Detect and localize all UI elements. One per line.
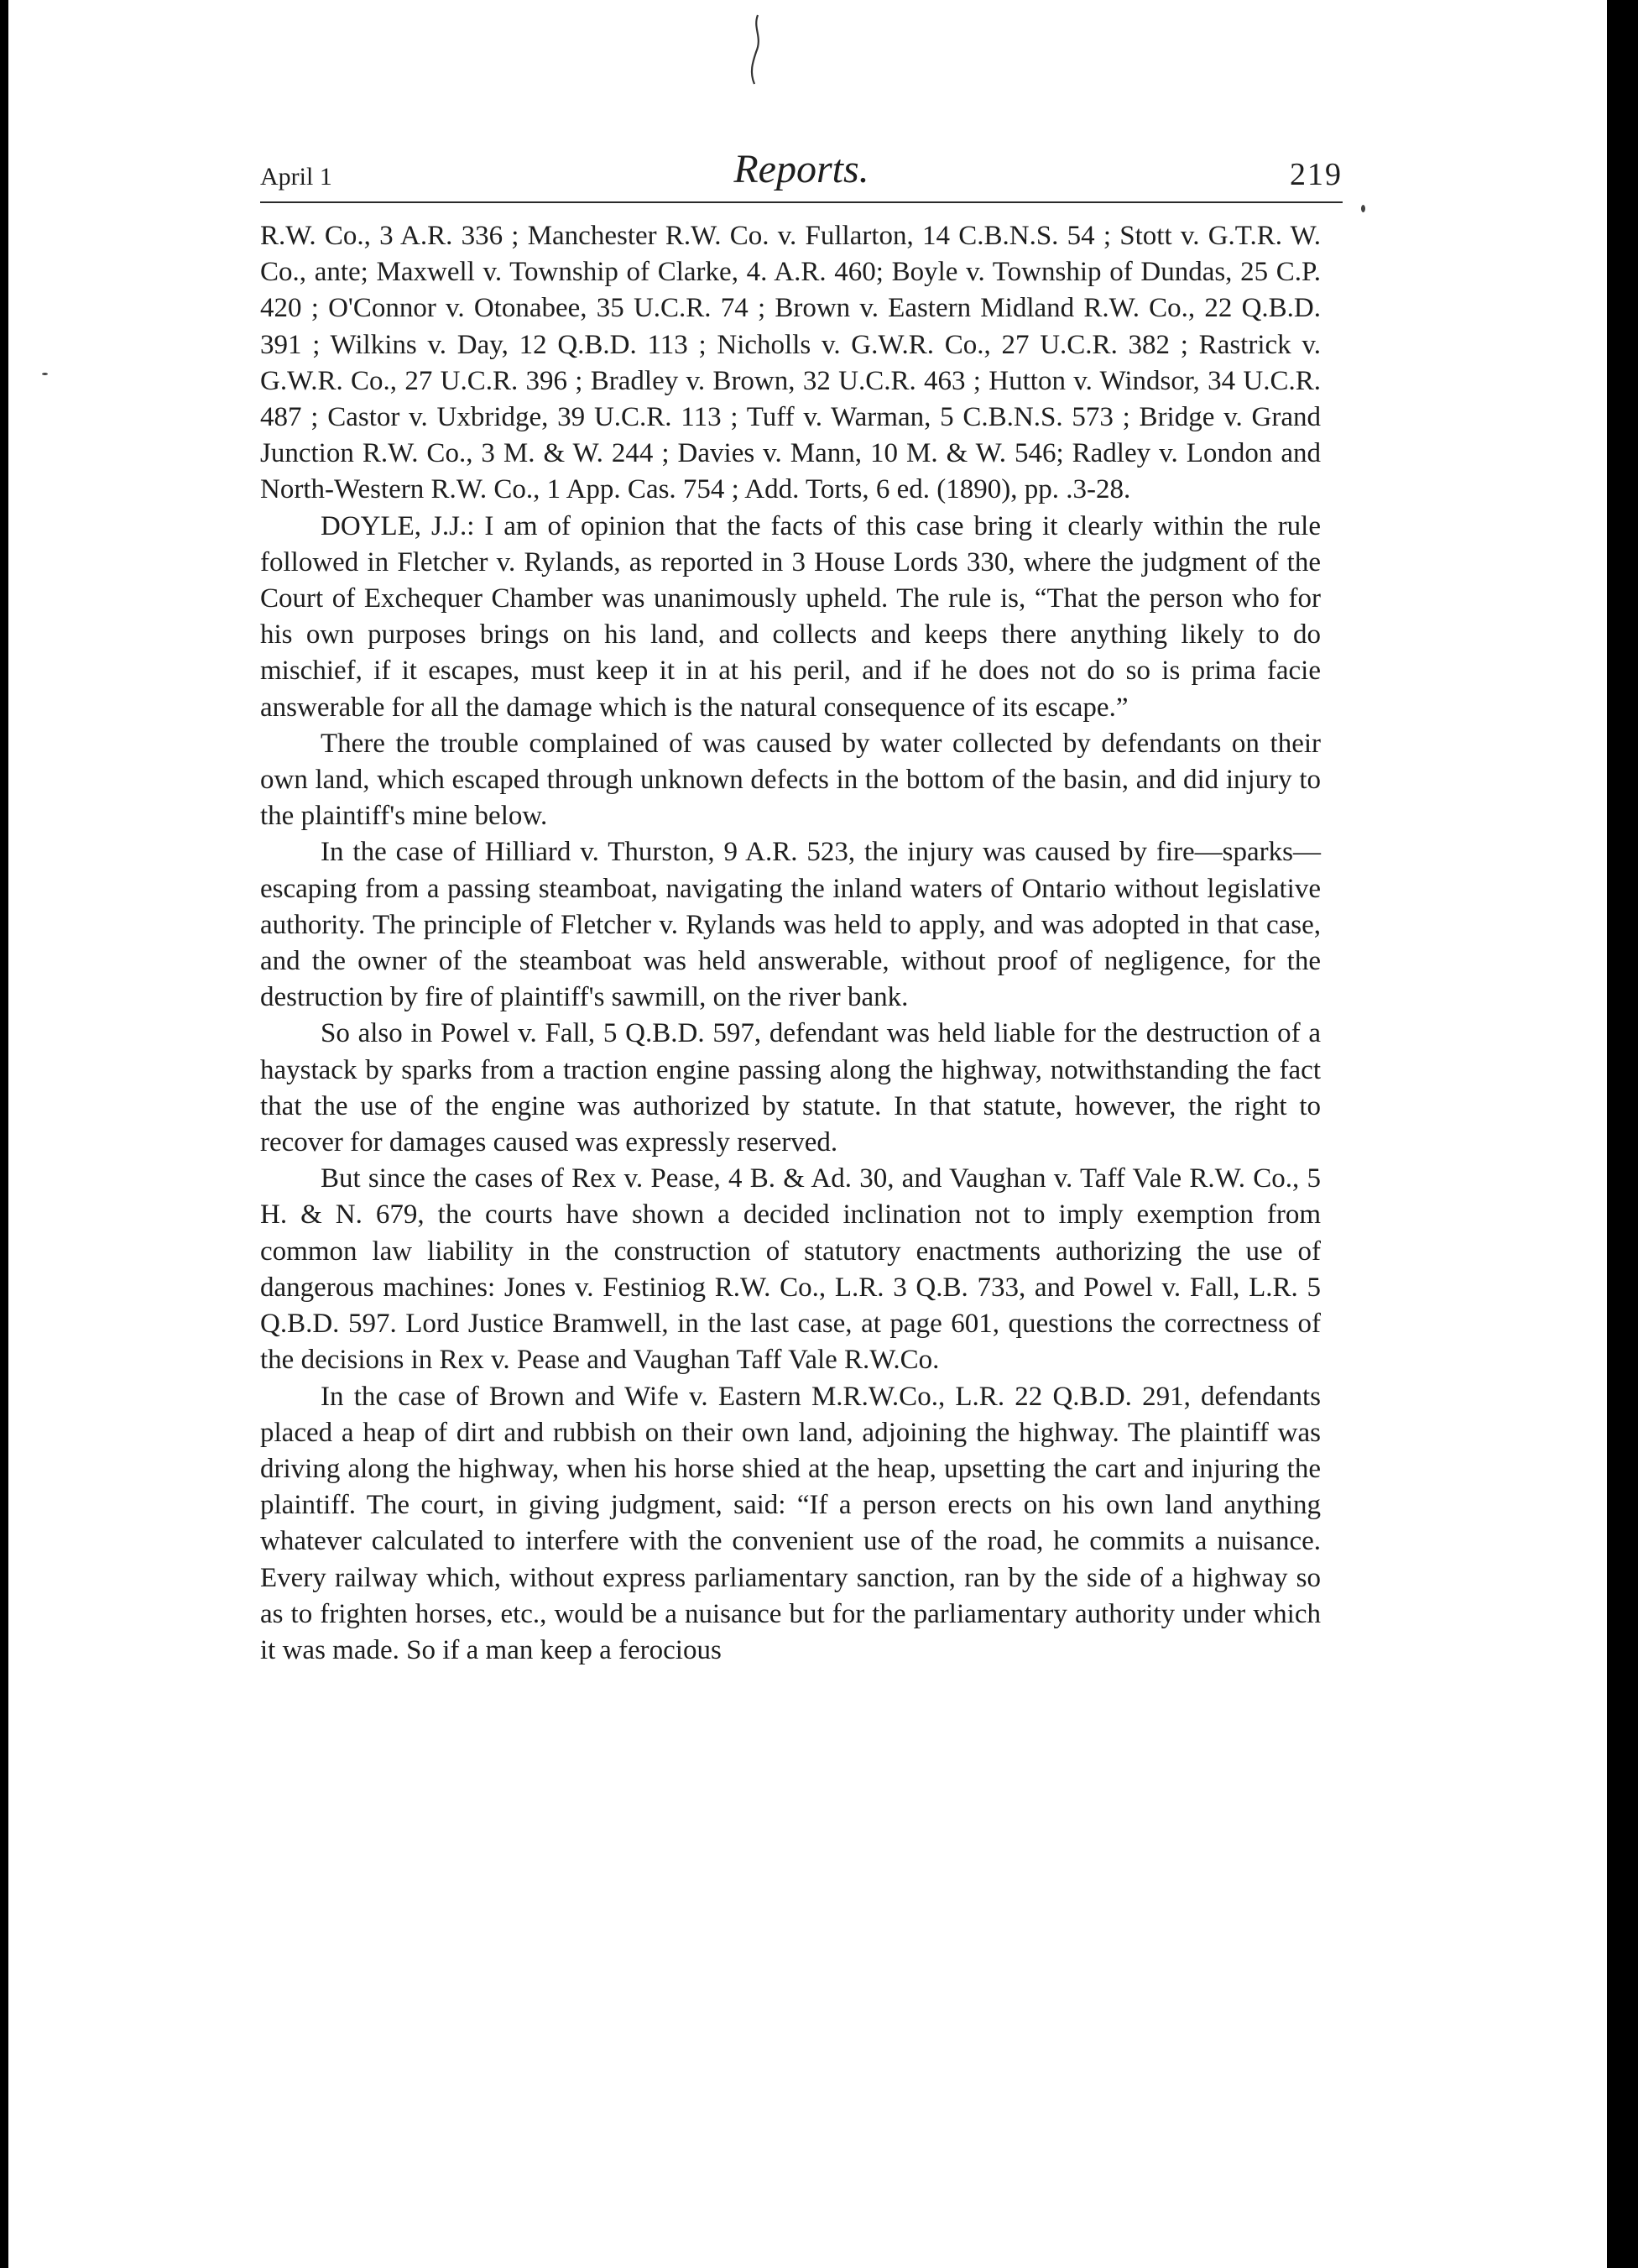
body-paragraph: So also in Powel v. Fall, 5 Q.B.D. 597, defendant was held liable for the destruction of a haystack by sparks from a traction engine passing along the highway, notwithstanding the fact that the use of the engine was authorized by statute. In that statute, however, the right to recover for damages caused was expressly reserved. bbox=[260, 1018, 1321, 1158]
body-text bbox=[260, 218, 1321, 1669]
header-title: Reports. bbox=[733, 147, 869, 191]
page-number: 219 bbox=[1290, 157, 1343, 192]
book-page bbox=[8, 0, 1607, 2268]
body-paragraph: In the case of Brown and Wife v. Eastern M.R.W.Co., L.R. 22 Q.B.D. 291, defendants placed a heap of dirt and rubbish on their own land, adjoining the highway. The plaintiff was driving along the highway, when his horse shied at the heap, upsetting the cart and injuring the plaintiff. The court, in giving judgment, said: “If a person erects on his own land anything whatever calculated to interfere with the convenient use of the road, he commits a nuisance. Every railway which, without express parliamentary sanction, ran by the side of a highway so as to frighten horses, etc., would be a nuisance but for the parliamentary authority under which it was made. So if a man keep a ferocious bbox=[260, 1381, 1321, 1665]
judgment-paragraph: DOYLE, J.J.: I am of opinion that the facts of this case bring it clearly within the rule followed in Fletcher v. Rylands, as reported in 3 House Lords 330, where the judgment of the Court of Exchequer Chamber was unanimously upheld. The rule is, “That the person who for his own purposes brings on his land, and collects and keeps there anything likely to do mischief, if it escapes, must keep it in at his peril, and if he does not do so is prima facie answerable for all the damage which is the natural consequence of its escape.” bbox=[260, 510, 1321, 723]
citation-paragraph: R.W. Co., 3 A.R. 336 ; Manchester R.W. Co. v. Fullarton, 14 C.B.N.S. 54 ; Stott v. G.T.R. W. Co., ante; Maxwell v. Township of Clarke, 4. A.R. 460; Boyle v. Township of Dundas, 25 C.P. 420 ; O'Connor v. Otonabee, 35 U.C.R. 74 ; Brown v. Eastern Midland R.W. Co., 22 Q.B.D. 391 ; Wilkins v. Day, 12 Q.B.D. 113 ; Nicholls v. G.W.R. Co., 27 U.C.R. 382 ; Rastrick v. G.W.R. Co., 27 U.C.R. 396 ; Bradley v. Brown, 32 U.C.R. 463 ; Hutton v. Windsor, 34 U.C.R. 487 ; Castor v. Uxbridge, 39 U.C.R. 113 ; Tuff v. Warman, 5 C.B.N.S. 573 ; Bridge v. Grand Junction R.W. Co., 3 M. & W. 244 ; Davies v. Mann, 10 M. & W. 546; Radley v. London and North-Western R.W. Co., 1 App. Cas. 754 ; Add. Torts, 6 ed. (1890), pp. .3-28. bbox=[260, 221, 1321, 505]
running-head bbox=[260, 143, 1343, 203]
pencil-mark-icon bbox=[734, 12, 776, 87]
margin-speck bbox=[42, 373, 48, 375]
margin-speck bbox=[1361, 205, 1365, 212]
body-paragraph: But since the cases of Rex v. Pease, 4 B. & Ad. 30, and Vaughan v. Taff Vale R.W. Co., 5 H. & N. 679, the courts have shown a decided inclination not to imply exemption from common law liability in the construction of statutory enactments authorizing the use of dangerous machines: Jones v. Festiniog R.W. Co., L.R. 3 Q.B. 733, and Powel v. Fall, L.R. 5 Q.B.D. 597. Lord Justice Bramwell, in the last case, at page 601, questions the correctness of the decisions in Rex v. Pease and Vaughan Taff Vale R.W.Co. bbox=[260, 1163, 1321, 1376]
header-date: April 1 bbox=[260, 163, 332, 191]
body-paragraph: There the trouble complained of was caused by water collected by defendants on their own land, which escaped through unknown defects in the bottom of the basin, and did injury to the plaintiff's mine below. bbox=[260, 728, 1321, 832]
body-paragraph: In the case of Hilliard v. Thurston, 9 A.R. 523, the injury was caused by fire—sparks—escaping from a passing steamboat, navigating the inland waters of Ontario without legislative authority. The principle of Fletcher v. Rylands was held to apply, and was adopted in that case, and the owner of the steamboat was held answerable, without proof of negligence, for the destruction by fire of plaintiff's sawmill, on the river bank. bbox=[260, 837, 1321, 1013]
